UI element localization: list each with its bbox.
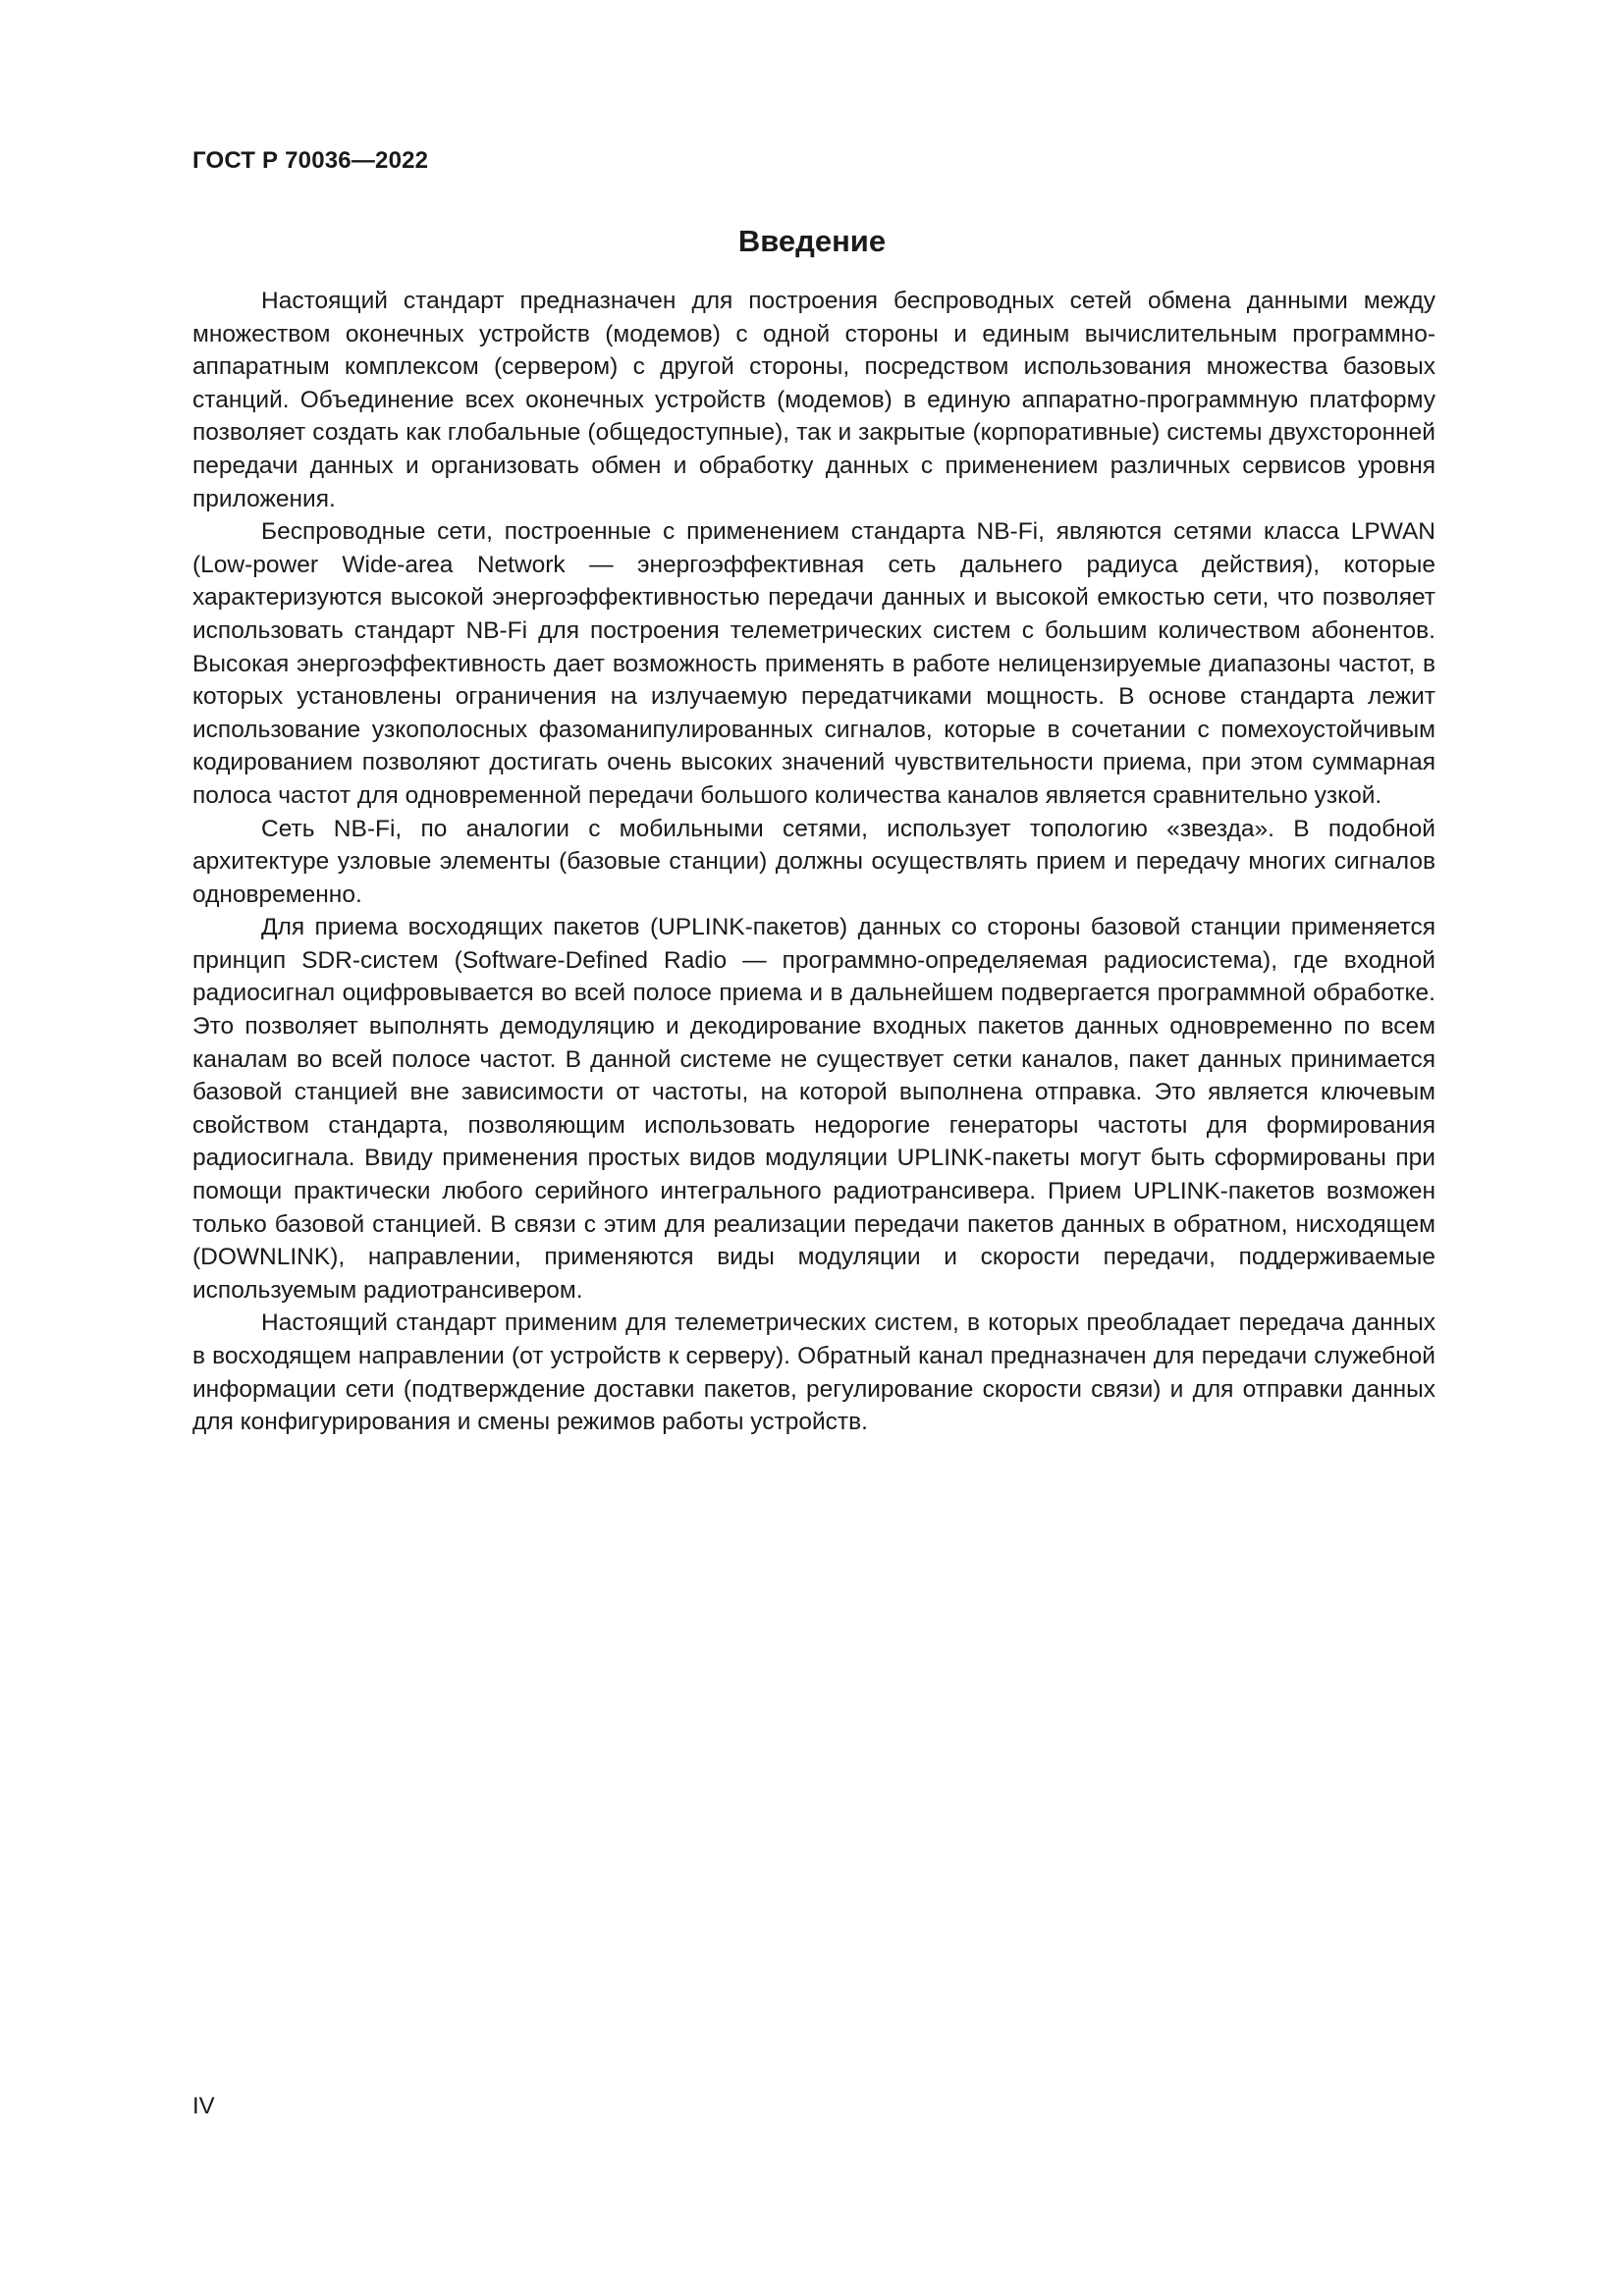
paragraph: Настоящий стандарт предназначен для построения беспроводных сетей обмена данными между множеством оконечных устройств (модемов) с одной стороны и единым вычислительным программно-аппаратным комплексом (сервером) с другой стороны, посредством использования множества базовых станций. Объединение всех оконечных устройств (модемов) в единую аппаратно-программную платформу позволяет создать как глобальные (общедоступные), так и закрытые (корпоративные) системы двухсторонней передачи данных и организовать обмен и обработку данных с применением различных сервисов уровня приложения. <box>192 288 1435 512</box>
section-title: Введение <box>737 224 887 258</box>
paragraph: Для приема восходящих пакетов (UPLINK-пакетов) данных со стороны базовой станции применяется принцип SDR-систем (Software-Defined Radio — программно-определяемая радиосистема), где входной радиосигнал оцифровывается во всей полосе приема и в дальнейшем подвергается программной обработке. Это позволяет выполнять демодуляцию и декодирование входных пакетов данных одновременно по всем каналам во всей полосе частот. В данной системе не существует сетки каналов, пакет данных принимается базовой станцией вне зависимости от частоты, на которой выполнена отправка. Это является ключевым свойством стандарта, позволяющим использовать недорогие генераторы частоты для формирования радиосигнала. Ввиду применения простых видов модуляции UPLINK-пакеты могут быть сформированы при помощи практически любого серийного интегрального радиотрансивера. Прием UPLINK-пакетов возможен только базовой станцией. В связи с этим для реализации передачи пакетов данных в обратном, нисходящем (DOWNLINK), направлении, применяются виды модуляции и скорости передачи, поддерживаемые используемым радиотрансивером. <box>192 914 1435 1304</box>
paragraph: Настоящий стандарт применим для телеметрических систем, в которых преобладает передача данных в восходящем направлении (от устройств к серверу). Обратный канал предназначен для передачи служебной информации сети (подтверждение доставки пакетов, регулирование скорости связи) и для отправки данных для конфигурирования и смены режимов работы устройств. <box>192 1309 1435 1436</box>
paragraph: Беспроводные сети, построенные с применением стандарта NB-Fi, являются сетями класса LPWAN (Low-power Wide-area Network — энергоэффективная сеть дальнего радиуса действия), которые характеризуются высокой энергоэффективностью передачи данных и высокой емкостью сети, что позволяет использовать стандарт NB-Fi для построения телеметрических систем с большим количеством абонентов. Высокая энергоэффективность дает возможность применять в работе нелицензируемые диапазоны частот, в которых установлены ограничения на излучаемую передатчиками мощность. В основе стандарта лежит использование узкополосных фазоманипулированных сигналов, которые в сочетании с помехоустойчивым кодированием позволяют достигать очень высоких значений чувствительности приема, при этом суммарная полоса частот для одновременной передачи большого количества каналов является сравнительно узкой. <box>192 518 1435 809</box>
section-body <box>192 285 1435 1439</box>
document-code: ГОСТ Р 70036—2022 <box>192 147 429 174</box>
paragraph: Сеть NB-Fi, по аналогии с мобильными сетями, использует топологию «звезда». В подобной архитектуре узловые элементы (базовые станции) должны осуществлять прием и передачу многих сигналов одновременно. <box>192 815 1435 908</box>
page-number: IV <box>192 2093 215 2119</box>
